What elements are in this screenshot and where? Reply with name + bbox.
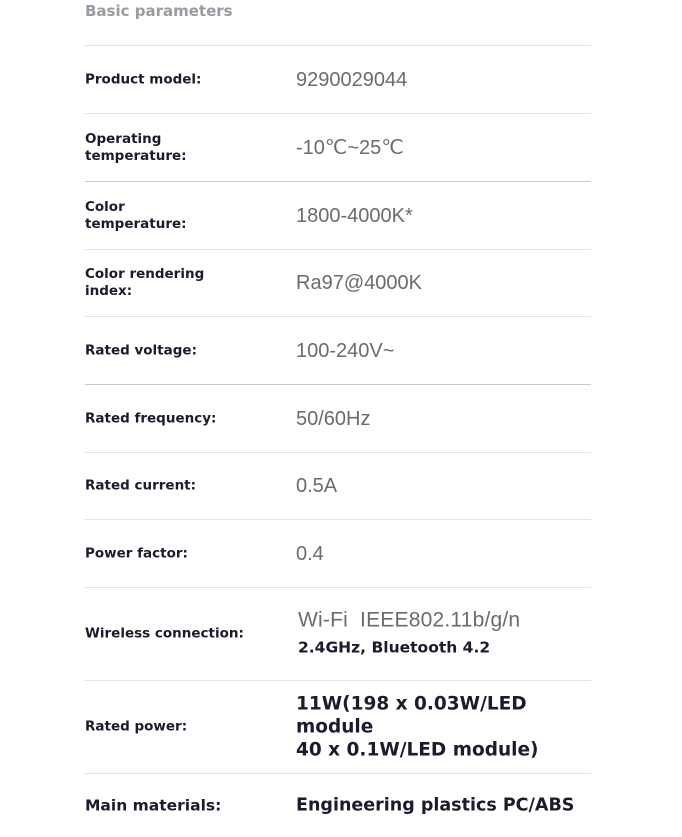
parameter-row-power-factor <box>85 519 591 587</box>
parameter-label: Rated voltage: <box>85 342 197 358</box>
parameter-value-line: Wi-Fi IEEE802.11b/g/n <box>298 608 521 632</box>
parameter-label: Rated power: <box>85 718 188 735</box>
parameter-label: Main materials: <box>85 796 222 814</box>
parameter-value: 0.5A <box>296 475 338 497</box>
parameter-row-product-model <box>85 45 591 113</box>
parameter-label: Rated current: <box>85 477 197 494</box>
parameter-value-line: 11W(198 x 0.03W/LED module <box>296 693 527 738</box>
parameter-label: Operating temperature: <box>85 130 187 164</box>
parameter-value: 0.4 <box>296 542 324 565</box>
parameter-value-line: 40 x 0.1W/LED module) <box>296 739 539 761</box>
parameter-value: -10℃~25℃ <box>296 136 404 159</box>
parameter-label: Rated frequency: <box>85 410 217 426</box>
parameter-label: Color rendering index: <box>85 266 205 299</box>
parameter-row-main-materials <box>85 773 591 837</box>
parameter-value-line: 2.4GHz, Bluetooth 4.2 <box>298 638 491 657</box>
parameter-label: Product model: <box>85 71 202 87</box>
parameter-row-rated-power <box>85 680 591 773</box>
parameter-value <box>298 609 591 660</box>
parameter-value: 100-240V~ <box>296 339 395 362</box>
parameter-value: Ra97@4000K <box>296 272 422 294</box>
parameter-row-rated-frequency <box>85 384 591 452</box>
parameter-row-operating-temperature <box>85 113 591 181</box>
parameter-value: 9290029044 <box>296 68 408 91</box>
section-title: Basic parameters <box>85 2 233 20</box>
parameter-value: 50/60Hz <box>296 407 371 430</box>
parameter-label: Power factor: <box>85 545 188 561</box>
parameter-row-wireless-connection <box>85 587 591 680</box>
parameter-row-color-temperature <box>85 181 591 249</box>
parameter-list <box>85 45 591 837</box>
parameter-row-rated-current <box>85 452 591 519</box>
parameter-label: Color temperature: <box>85 198 187 232</box>
parameter-row-color-rendering-index <box>85 249 591 316</box>
parameter-value: 1800-4000K* <box>296 204 413 227</box>
parameter-value <box>296 693 591 762</box>
parameter-label: Wireless connection: <box>85 625 244 642</box>
parameter-value: Engineering plastics PC/ABS <box>296 795 575 815</box>
parameter-row-rated-voltage <box>85 316 591 384</box>
